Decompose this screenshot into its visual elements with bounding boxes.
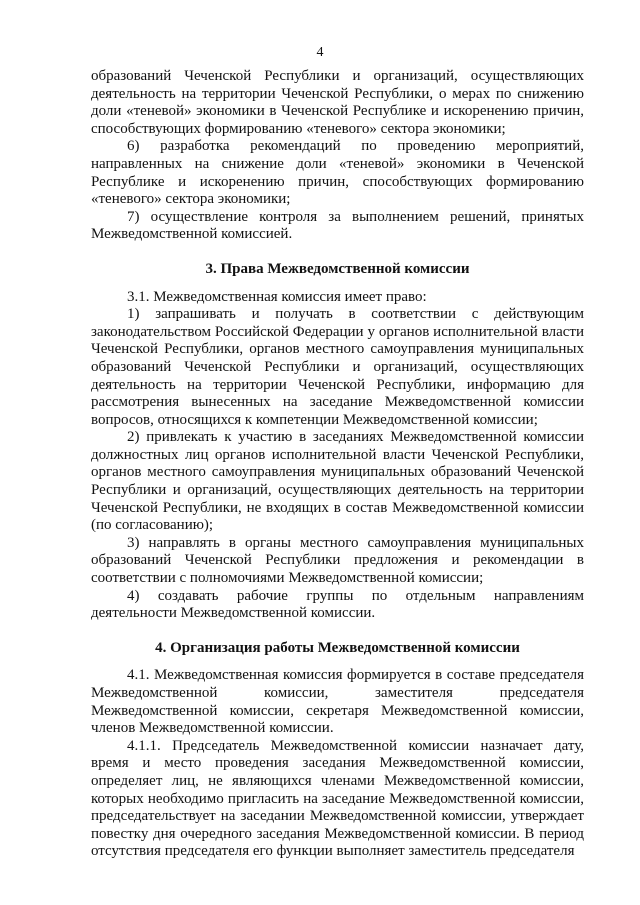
paragraph-4-1: 4.1. Межведомственная комиссия формируется в составе председателя Межведомственной комиссии, заместителя председателя Межведомственной комиссии, секретаря Межведомственной комиссии, членов Межведомственной комиссии. xyxy=(91,667,584,737)
paragraph-3-1-item-1: 1) запрашивать и получать в соответствии с действующим законодательством Российской Федерации у органов исполнительной власти Чеченской Республики, органов местного самоуправления муниципальных образований Чеченской Республики и организаций, осуществляющих деятельность на территории Чеченской Республики, информацию для рассмотрения вынесенных на заседание Межведомственной комиссии вопросов, относящихся к компетенции Межведомственной комиссии; xyxy=(91,306,584,428)
section-3-heading: 3. Права Межведомственной комиссии xyxy=(205,260,470,277)
paragraph-3-1-item-2: 2) привлекать к участию в заседаниях Межведомственной комиссии должностных лиц органов исполнительной власти Чеченской Республики, органов местного самоуправления муниципальных образований Чеченской Республики и организаций, осуществляющих деятельность на территории Чеченской Республики, не входящих в состав Межведомственной комиссии (по согласованию); xyxy=(91,429,584,534)
paragraph-4-1-1: 4.1.1. Председатель Межведомственной комиссии назначает дату, время и место проведения заседания Межведомственной комиссии, определяет лиц, не являющихся членами Межведомственной комиссии, которых необходимо пригласить на заседание Межведомственной комиссии, председательствует на заседании Межведомственной комиссии, утверждает повестку дня очередного заседания Межведомственной комиссии. В период отсутствия председателя его функции выполняет заместитель председателя xyxy=(91,737,584,860)
paragraph-item-7: 7) осуществление контроля за выполнением решений, принятых Межведомственной комиссией. xyxy=(91,208,584,243)
document-body xyxy=(91,68,584,861)
paragraph-3-1-item-4: 4) создавать рабочие группы по отдельным направлениям деятельности Межведомственной комиссии. xyxy=(91,587,584,622)
paragraph-3-1: 3.1. Межведомственная комиссия имеет право: xyxy=(127,288,427,305)
paragraph-3-1-item-3: 3) направлять в органы местного самоуправления муниципальных образований Чеченской Республики предложения и рекомендации в соответствии с полномочиями Межведомственной комиссии; xyxy=(91,534,584,587)
section-4-heading: 4. Организация работы Межведомственной комиссии xyxy=(155,639,520,656)
page-number: 4 xyxy=(316,45,324,60)
paragraph-continued: образований Чеченской Республики и организаций, осуществляющих деятельность на территории Чеченской Республики, о мерах по снижению доли «теневой» экономики в Чеченской Республике и искоренению причин, способствующих формированию «теневого» сектора экономики; xyxy=(91,68,584,137)
paragraph-item-6: 6) разработка рекомендаций по проведению мероприятий, направленных на снижение доли «теневой» экономики в Чеченской Республике и искоренению причин, способствующих формированию «теневого» сектора экономики; xyxy=(91,138,584,208)
